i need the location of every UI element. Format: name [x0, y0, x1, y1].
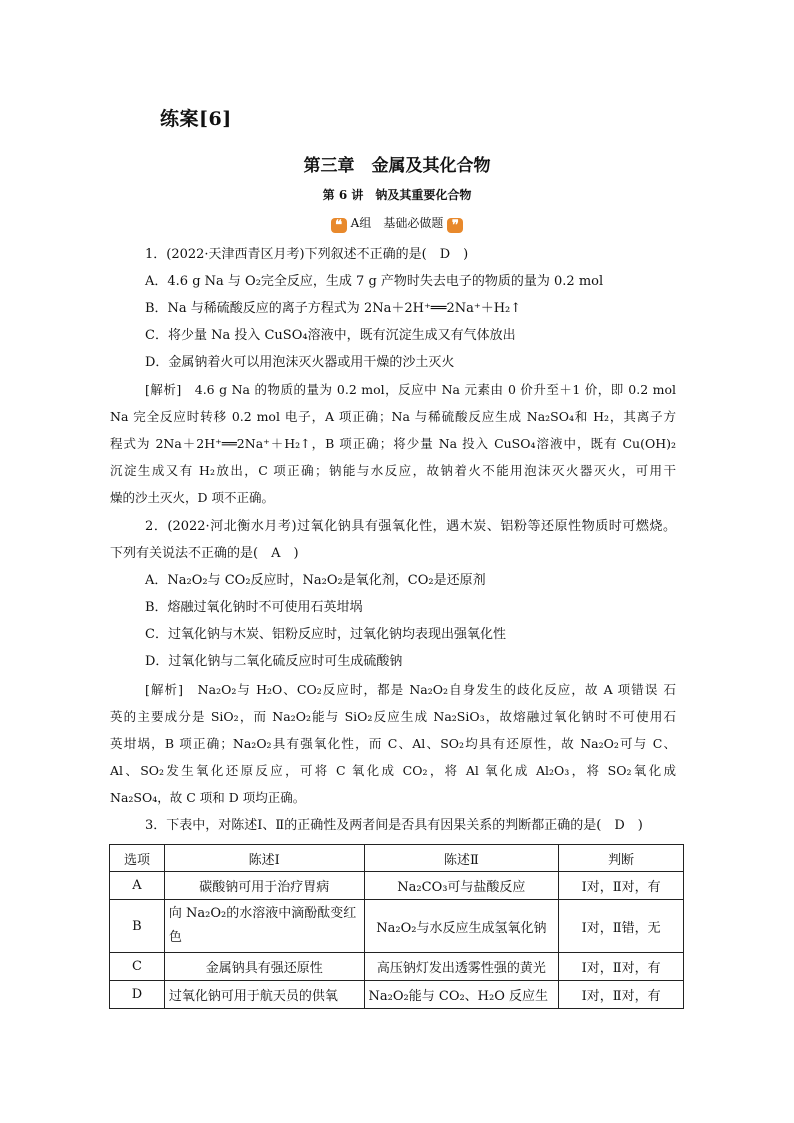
table-cell: Ⅰ对，Ⅱ错，无 [559, 900, 684, 953]
lesson-title: 第 6 讲 钠及其重要化合物 [322, 188, 472, 202]
q1-analysis-line: 程式为 2Na＋2H⁺══2Na⁺＋H₂↑，B 项正确；将少量 Na 投入 CuSO₄溶液中，既有 Cu(OH)₂ [110, 436, 676, 451]
left-quote-icon: ❝ [331, 218, 347, 233]
q2-option-a: A．Na₂O₂与 CO₂反应时，Na₂O₂是氧化剂，CO₂是还原剂 [145, 573, 486, 588]
q1-analysis-line: [解析] 4.6 g Na 的物质的量为 0.2 mol，反应中 Na 元素由 0 价升至＋1 价，即 0.2 mol [145, 382, 676, 397]
q2-analysis-line: 英的主要成分是 SiO₂，而 Na₂O₂能与 SiO₂反应生成 Na₂SiO₃，故熔融过氧化钠时不可使用石 [110, 709, 676, 724]
table-cell: Ⅰ对，Ⅱ对，有 [559, 981, 684, 1009]
table-row [110, 900, 684, 953]
comparison-table [109, 844, 684, 1009]
workbook-title: 练案[6] [160, 108, 232, 130]
table-row [110, 953, 684, 981]
table-cell: Na₂O₂能与 CO₂、H₂O 反应生 [364, 981, 559, 1009]
group-banner [0, 214, 794, 233]
table-cell: 碳酸钠可用于治疗胃病 [164, 872, 364, 900]
q1-option-d: D．金属钠着火可以用泡沫灭火器或用干燥的沙土灭火 [145, 355, 455, 370]
chapter-title: 第三章 金属及其化合物 [303, 156, 491, 176]
q2-analysis-line: [解析] Na₂O₂与 H₂O、CO₂反应时，都是 Na₂O₂自身发生的歧化反应，故 A 项错误 石 [145, 682, 676, 697]
q1-analysis-line: 燥的沙土灭火，D 项不正确。 [110, 490, 274, 505]
q1-analysis-line: Na 完全反应时转移 0.2 mol 电子，A 项正确；Na 与稀硫酸反应生成 Na₂SO₄和 H₂，其离子方 [110, 409, 676, 424]
table-cell: Ⅰ对，Ⅱ对，有 [559, 953, 684, 981]
q1-analysis-line: 沉淀生成又有 H₂放出，C 项正确；钠能与水反应，故钠着火不能用泡沫灭火器灭火，可用干 [110, 463, 676, 478]
right-quote-icon: ❞ [447, 218, 463, 233]
q2-stem: 2．(2022·河北衡水月考)过氧化钠具有强氧化性，遇木炭、铝粉等还原性物质时可燃烧。 [145, 519, 676, 534]
table-cell: C [110, 953, 165, 981]
table-cell: 高压钠灯发出透雾性强的黄光 [364, 953, 559, 981]
table-cell: D [110, 981, 165, 1009]
q2-stem-continued: 下列有关说法不正确的是( A ) [110, 546, 299, 561]
table-cell: 过氧化钠可用于航天员的供氧 [164, 981, 364, 1009]
q1-option-c: C．将少量 Na 投入 CuSO₄溶液中，既有沉淀生成又有气体放出 [145, 328, 516, 343]
table-cell: 向 Na₂O₂的水溶液中滴酚酞变红色 [164, 900, 364, 953]
table-header-row [110, 845, 684, 872]
group-label: A组 基础必做题 [350, 216, 444, 230]
table-cell: A [110, 872, 165, 900]
table-header-cell: 判断 [559, 845, 684, 872]
table-cell: 金属钠具有强还原性 [164, 953, 364, 981]
table-cell: Na₂CO₃可与盐酸反应 [364, 872, 559, 900]
q2-option-c: C．过氧化钠与木炭、铝粉反应时，过氧化钠均表现出强氧化性 [145, 627, 506, 642]
table-cell: B [110, 900, 165, 953]
q1-option-b: B．Na 与稀硫酸反应的离子方程式为 2Na＋2H⁺══2Na⁺＋H₂↑ [145, 301, 522, 316]
table-header-cell: 选项 [110, 845, 165, 872]
q1-option-a: A．4.6 g Na 与 O₂完全反应，生成 7 g 产物时失去电子的物质的量为 0.2 mol [145, 274, 604, 289]
q2-analysis-line: Al、SO₂发生氧化还原反应，可将 C 氧化成 CO₂，将 Al 氧化成 Al₂O₃，将 SO₂氧化成 [110, 763, 676, 778]
table-row [110, 981, 684, 1009]
q2-analysis-line: 英坩埚，B 项正确；Na₂O₂具有强氧化性，而 C、Al、SO₂均具有还原性，故 Na₂O₂可与 C、 [110, 736, 676, 751]
q2-option-b: B．熔融过氧化钠时不可使用石英坩埚 [145, 600, 363, 615]
table-cell: Ⅰ对，Ⅱ对，有 [559, 872, 684, 900]
table-header-cell: 陈述Ⅱ [364, 845, 559, 872]
q2-option-d: D．过氧化钠与二氧化硫反应时可生成硫酸钠 [145, 654, 403, 669]
table-header-cell: 陈述Ⅰ [164, 845, 364, 872]
q3-stem: 3．下表中，对陈述Ⅰ、Ⅱ的正确性及两者间是否具有因果关系的判断都正确的是( D ) [145, 818, 643, 833]
table-row [110, 872, 684, 900]
q2-analysis-line: Na₂SO₄，故 C 项和 D 项均正确。 [110, 790, 306, 805]
q1-stem: 1．(2022·天津西青区月考)下列叙述不正确的是( D ) [145, 247, 469, 262]
table-cell: Na₂O₂与水反应生成氢氧化钠 [364, 900, 559, 953]
